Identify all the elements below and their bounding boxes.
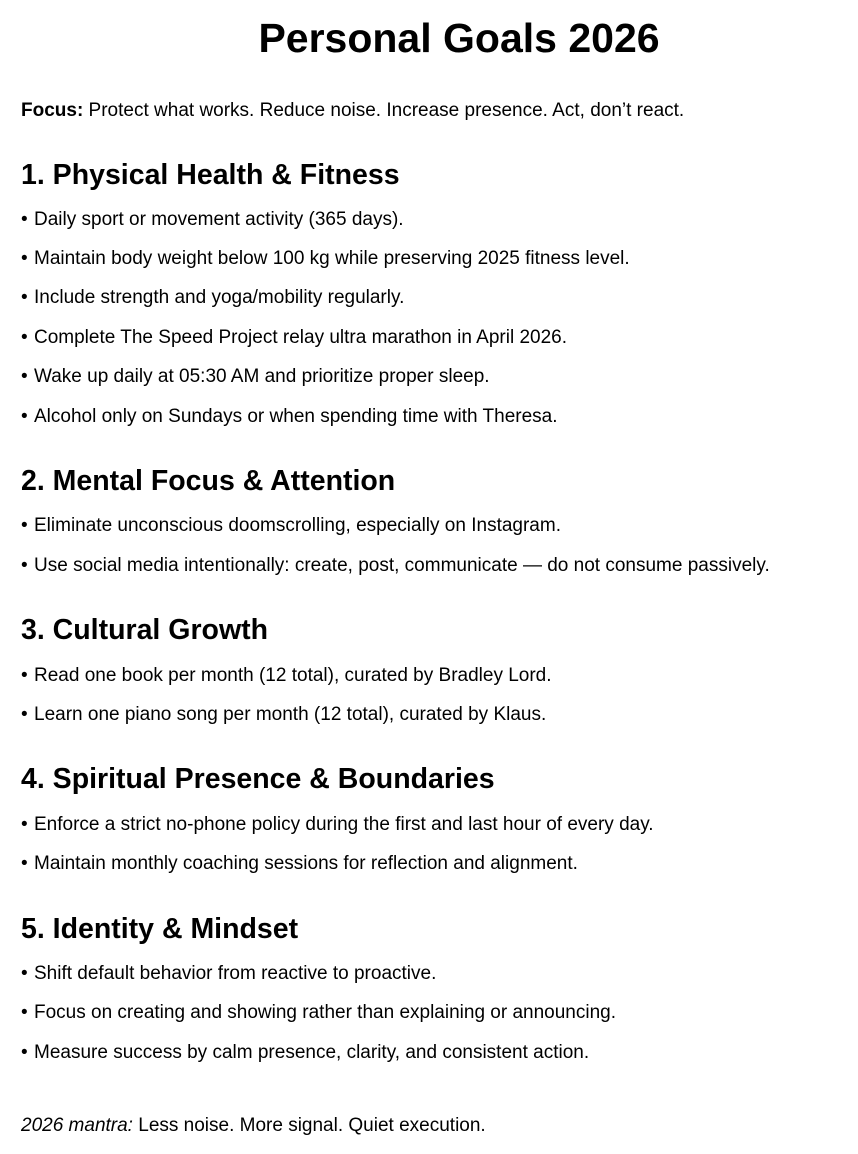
bullet: • (21, 853, 28, 874)
mantra-statement (21, 1114, 486, 1138)
section-heading-mental-focus: 2. Mental Focus & Attention (21, 465, 396, 497)
bullet: • (21, 704, 28, 725)
section-heading-cultural-growth: 3. Cultural Growth (21, 614, 269, 646)
list-item-text: Shift default behavior from reactive to proactive. (34, 963, 437, 984)
bullet: • (21, 1042, 28, 1063)
list-item-text: Use social media intentionally: create, post, communicate — do not consume passively. (34, 555, 770, 576)
bullet: • (21, 406, 28, 427)
bullet: • (21, 366, 28, 387)
list-item (21, 664, 552, 688)
focus-statement (21, 99, 684, 123)
list-item (21, 962, 436, 986)
mantra-label: 2026 mantra: (21, 1115, 133, 1136)
list-item (21, 405, 558, 429)
section-heading-spiritual-presence: 4. Spiritual Presence & Boundaries (21, 763, 495, 795)
bullet: • (21, 963, 28, 984)
page-title: Personal Goals 2026 (258, 15, 660, 61)
list-item (21, 514, 561, 538)
list-item-text: Read one book per month (12 total), curated by Bradley Lord. (34, 665, 552, 686)
bullet: • (21, 555, 28, 576)
list-item-text: Alcohol only on Sundays or when spending time with Theresa. (34, 406, 558, 427)
bullet: • (21, 1002, 28, 1023)
bullet: • (21, 665, 28, 686)
list-item-text: Wake up daily at 05:30 AM and prioritize proper sleep. (34, 366, 490, 387)
list-item-text: Eliminate unconscious doomscrolling, especially on Instagram. (34, 515, 561, 536)
list-item-text: Learn one piano song per month (12 total), curated by Klaus. (34, 704, 547, 725)
mantra-text: Less noise. More signal. Quiet execution. (132, 1115, 486, 1136)
list-item-text: Focus on creating and showing rather than explaining or announcing. (34, 1002, 616, 1023)
focus-text: Protect what works. Reduce noise. Increase presence. Act, don’t react. (83, 100, 685, 121)
list-item (21, 208, 404, 232)
list-item (21, 554, 770, 578)
list-item-text: Include strength and yoga/mobility regularly. (34, 287, 405, 308)
list-item (21, 813, 654, 837)
list-item (21, 703, 546, 727)
list-item (21, 1041, 589, 1065)
list-item (21, 326, 567, 350)
bullet: • (21, 209, 28, 230)
list-item (21, 852, 578, 876)
bullet: • (21, 248, 28, 269)
list-item-text: Maintain body weight below 100 kg while preserving 2025 fitness level. (34, 248, 630, 269)
bullet: • (21, 515, 28, 536)
list-item-text: Complete The Speed Project relay ultra marathon in April 2026. (34, 327, 568, 348)
list-item-text: Enforce a strict no-phone policy during the first and last hour of every day. (34, 814, 654, 835)
list-item-text: Measure success by calm presence, clarity, and consistent action. (34, 1042, 590, 1063)
list-item (21, 365, 490, 389)
bullet: • (21, 327, 28, 348)
list-item-text: Daily sport or movement activity (365 days). (34, 209, 404, 230)
list-item (21, 1001, 616, 1025)
list-item (21, 247, 630, 271)
bullet: • (21, 287, 28, 308)
bullet: • (21, 814, 28, 835)
focus-label: Focus: (21, 100, 84, 121)
list-item (21, 286, 404, 310)
section-heading-identity-mindset: 5. Identity & Mindset (21, 913, 299, 945)
list-item-text: Maintain monthly coaching sessions for reflection and alignment. (34, 853, 578, 874)
section-heading-physical-health: 1. Physical Health & Fitness (21, 159, 400, 191)
